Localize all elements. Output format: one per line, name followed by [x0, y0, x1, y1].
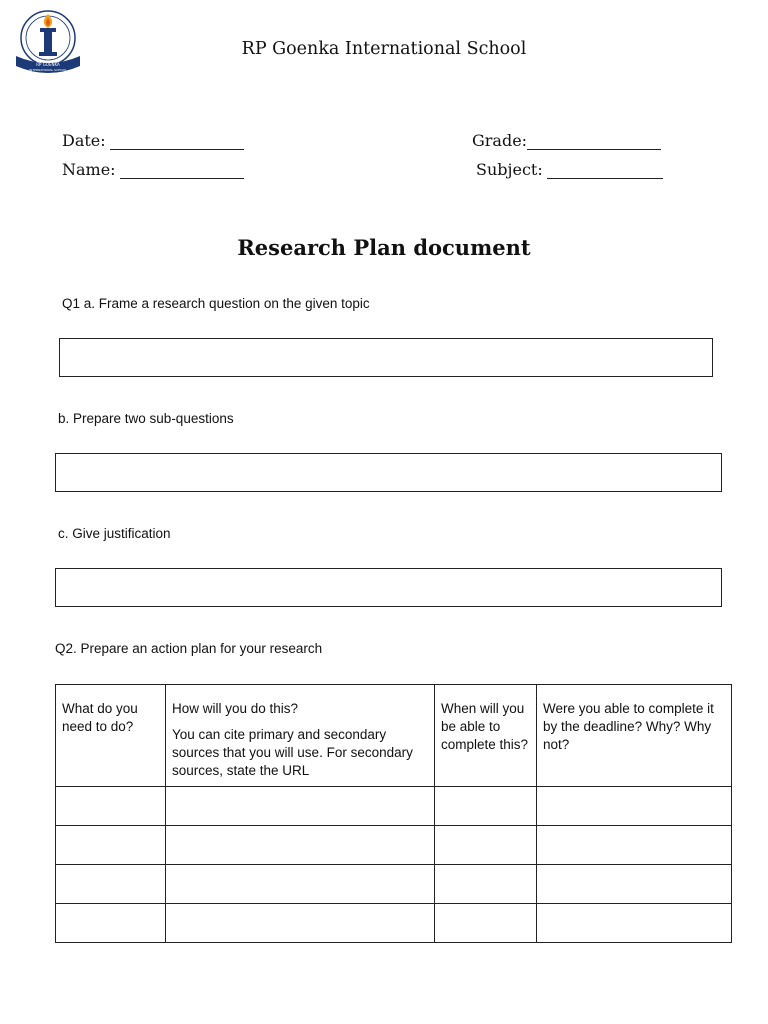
table-cell[interactable] — [166, 787, 435, 826]
column-header-method-label: How will you do this? — [172, 701, 299, 716]
document-title: Research Plan document — [237, 235, 531, 260]
question-2: Q2. Prepare an action plan for your research — [55, 641, 323, 656]
question-1a: Q1 a. Frame a research question on the given topic — [62, 296, 370, 311]
table-cell[interactable] — [166, 826, 435, 865]
logo-caption: RP GOENKA — [36, 62, 60, 67]
table-cell[interactable] — [56, 787, 166, 826]
table-row — [56, 787, 732, 826]
name-field[interactable] — [62, 160, 244, 179]
subject-line[interactable] — [547, 164, 663, 179]
table-cell[interactable] — [537, 787, 732, 826]
grade-field[interactable] — [472, 131, 661, 150]
date-field[interactable] — [62, 131, 244, 150]
column-header-deadline-label: Were you able to complete it by the deadline? Why? Why not? — [543, 701, 714, 752]
question-1c: c. Give justification — [58, 526, 171, 541]
name-line[interactable] — [120, 164, 244, 179]
answer-box-1c[interactable] — [55, 568, 722, 607]
table-cell[interactable] — [56, 865, 166, 904]
table-row — [56, 826, 732, 865]
logo-subcaption: INTERNATIONAL SCHOOL — [29, 68, 67, 72]
column-header-deadline — [537, 685, 732, 787]
subject-label: Subject: — [476, 160, 543, 179]
grade-label: Grade: — [472, 131, 528, 150]
question-1b: b. Prepare two sub-questions — [58, 411, 234, 426]
school-name: RP Goenka International School — [241, 39, 527, 59]
table-cell[interactable] — [537, 865, 732, 904]
column-header-method-note: You can cite primary and secondary sources that you will use. For secondary sources, state the URL — [172, 727, 413, 778]
date-line[interactable] — [110, 135, 244, 150]
table-cell[interactable] — [537, 826, 732, 865]
answer-box-1b[interactable] — [55, 453, 722, 492]
table-cell[interactable] — [166, 904, 435, 943]
table-cell[interactable] — [435, 787, 537, 826]
table-cell[interactable] — [435, 826, 537, 865]
date-label: Date: — [62, 131, 106, 150]
table-header-row — [56, 685, 732, 787]
name-label: Name: — [62, 160, 116, 179]
table-cell[interactable] — [56, 826, 166, 865]
table-row — [56, 865, 732, 904]
column-header-task-label: What do you need to do? — [62, 701, 138, 734]
grade-line[interactable] — [527, 135, 661, 150]
column-header-method — [166, 685, 435, 787]
table-cell[interactable] — [435, 904, 537, 943]
answer-box-1a[interactable] — [59, 338, 713, 377]
column-header-completion — [435, 685, 537, 787]
table-cell[interactable] — [537, 904, 732, 943]
table-cell[interactable] — [435, 865, 537, 904]
column-header-task — [56, 685, 166, 787]
subject-field[interactable] — [476, 160, 663, 179]
table-row — [56, 904, 732, 943]
action-plan-table — [55, 684, 732, 943]
table-cell[interactable] — [166, 865, 435, 904]
table-cell[interactable] — [56, 904, 166, 943]
column-header-completion-label: When will you be able to complete this? — [441, 701, 529, 752]
